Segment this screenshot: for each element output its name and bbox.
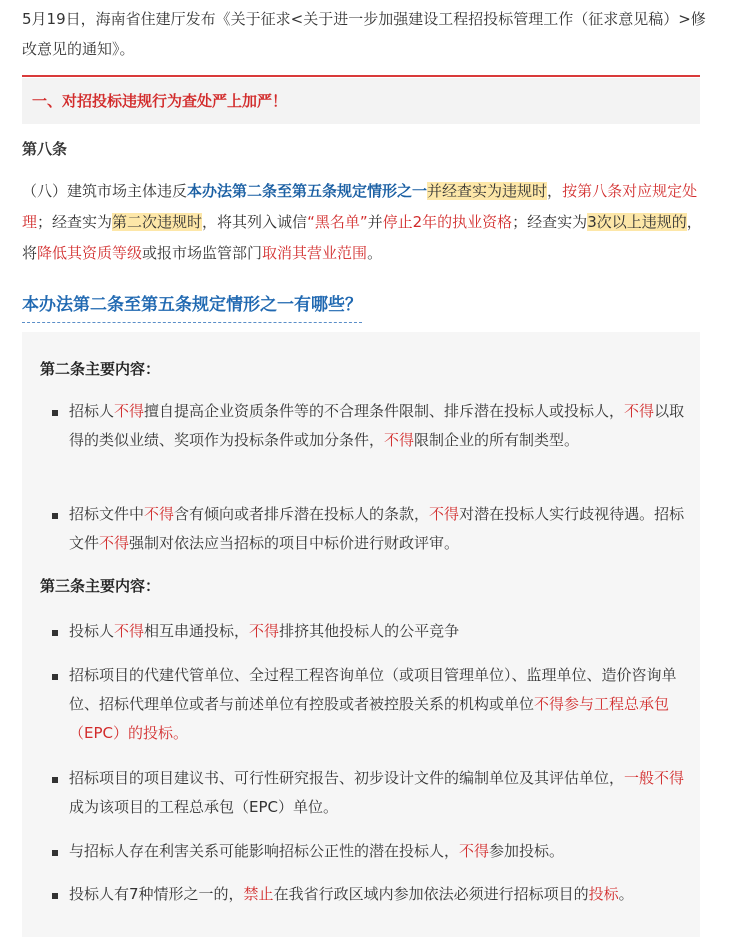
item-text: 相互串通投标，: [144, 622, 250, 640]
subsection-heading: 本办法第二条至第五条规定情形之一有哪些？: [22, 290, 362, 323]
item-red-text: 不得: [249, 622, 280, 640]
bullet-icon: [52, 777, 58, 783]
item-text: 成为该项目的工程总承包（EPC）单位。: [69, 798, 338, 816]
item-text: 含有倾向或者排斥潜在投标人的条款，: [174, 505, 430, 523]
bullet-icon: [52, 850, 58, 856]
intro-paragraph: 5月19日，海南省住建厅发布《关于征求<关于进一步加强建设工程招投标管理工作（征求意见稿）>修改意见的通知》。: [22, 10, 706, 58]
body-text: 并: [367, 213, 383, 231]
body-emphasis-range: 本办法第二条至第五条规定情形之一: [187, 182, 428, 200]
list-item: [69, 500, 689, 558]
body-text: ，将: [22, 213, 702, 262]
item-red-text: 投标: [588, 885, 619, 903]
item-red-text: 不得: [144, 505, 175, 523]
item-text: 以取得的类似业绩、奖项作为投标条件或加分条件，: [69, 402, 685, 449]
bullet-icon: [52, 630, 58, 636]
body-highlight-verified: 并经查实为违规时: [427, 182, 548, 200]
item-text: 强制对依法应当招标的项目中标价进行财政评审。: [129, 534, 460, 552]
item-text: 参加投标。: [489, 842, 565, 860]
item-text: 招标项目的项目建议书、可行性研究报告、初步设计文件的编制单位及其评估单位，: [69, 769, 625, 787]
list-item: [69, 397, 689, 455]
list-item: [69, 880, 689, 909]
body-text: 。: [367, 244, 383, 262]
item-red-text: 不得: [624, 402, 655, 420]
list-item: [69, 764, 689, 822]
body-red-blacklist: “黑名单”: [307, 213, 368, 231]
bullet-icon: [52, 674, 58, 680]
item-text: 限制企业的所有制类型。: [414, 431, 580, 449]
bullet-icon: [52, 513, 58, 519]
item-text: 在我省行政区域内参加依法必须进行招标项目的: [273, 885, 589, 903]
list-item: [69, 661, 689, 748]
list-item: [69, 617, 689, 646]
item-text: 排挤其他投标人的公平竞争: [279, 622, 460, 640]
item-red-text: 不得: [429, 505, 460, 523]
body-highlight-third: 3次以上违规的: [587, 213, 687, 231]
article-three-heading: 第三条主要内容：: [40, 577, 161, 595]
body-text: （八）建筑市场主体违反: [22, 182, 188, 200]
body-red-downgrade: 降低其资质等级: [37, 244, 143, 262]
item-red-text: 不得: [114, 402, 145, 420]
item-text: 招标文件中: [69, 505, 145, 523]
item-red-text: 不得: [114, 622, 145, 640]
article-two-heading: 第二条主要内容：: [40, 360, 161, 378]
bullet-icon: [52, 893, 58, 899]
body-text: ；经查实为: [512, 213, 588, 231]
item-red-text: 不得: [459, 842, 490, 860]
item-text: 投标人有7种情形之一的，: [69, 885, 244, 903]
item-text: 对潜在投标人实行歧视待遇。招标文件: [69, 505, 685, 552]
item-red-text: 不得参与工程总承包（EPC）的投标。: [69, 695, 670, 742]
item-text: 。: [618, 885, 634, 903]
item-text: 擅自提高企业资质条件等的不合理条件限制、排斥潜在投标人或投标人，: [144, 402, 625, 420]
section-divider: [22, 75, 700, 77]
item-text: 与招标人存在利害关系可能影响招标公正性的潜在投标人，: [69, 842, 460, 860]
list-item: [69, 837, 689, 866]
item-red-text: 一般不得: [624, 769, 685, 787]
article-body: [22, 176, 706, 269]
body-text: ；经查实为: [37, 213, 113, 231]
item-text: 招标项目的代建代管单位、全过程工程咨询单位（或项目管理单位）、监理单位、造价咨询单位、招标代理单位或者与前述单位有控股或者被控股关系的机构或单位: [69, 666, 677, 713]
body-text: ，将其列入诚信: [202, 213, 308, 231]
body-red-cancel: 取消其营业范围: [262, 244, 368, 262]
item-text: 投标人: [69, 622, 115, 640]
body-text: ，: [547, 182, 563, 200]
section-heading: 一、对招投标违规行为查处严上加严！: [22, 78, 700, 124]
item-red-text: 不得: [99, 534, 130, 552]
bullet-icon: [52, 410, 58, 416]
body-highlight-second: 第二次违规时: [112, 213, 203, 231]
body-red-suspend: 停止2年的执业资格: [382, 213, 513, 231]
item-text: 招标人: [69, 402, 115, 420]
item-red-text: 不得: [384, 431, 415, 449]
body-text: 或报市场监管部门: [142, 244, 263, 262]
article-title: 第八条: [22, 140, 68, 158]
body-red-handling: 按第八条对应规定处理: [22, 182, 698, 231]
item-red-text: 禁止: [243, 885, 274, 903]
